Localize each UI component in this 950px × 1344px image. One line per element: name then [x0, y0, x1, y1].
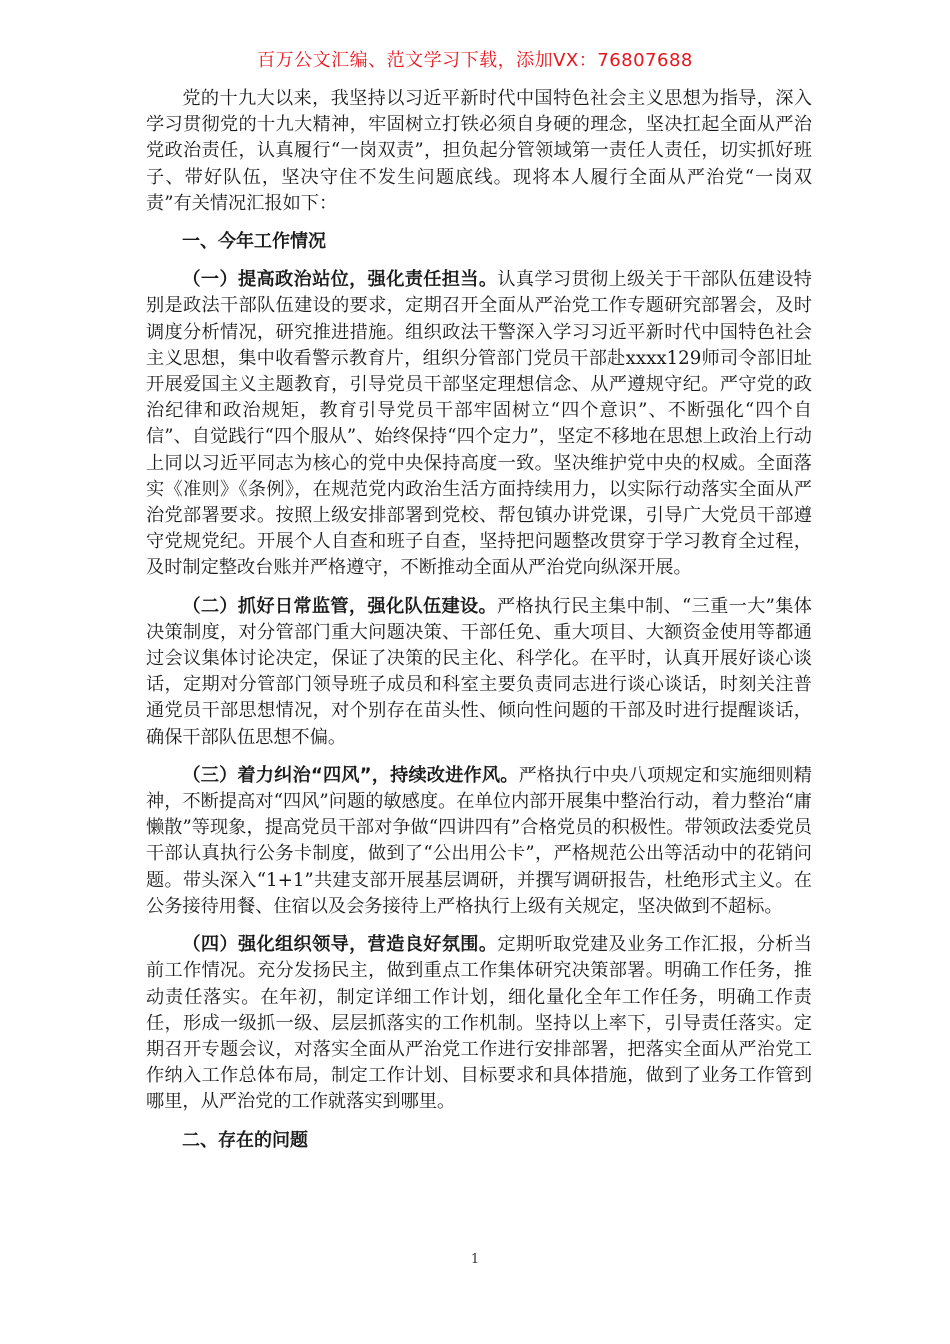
item-paragraph-3: [146, 763, 812, 920]
item-lead-3: （三）着力纠治“四风”，持续改进作风。: [182, 764, 519, 786]
document-body: [146, 86, 812, 1154]
item-paragraph-4: [146, 932, 812, 1115]
item-text-2: 严格执行民主集中制、“三重一大”集体决策制度，对分管部门重大问题决策、干部任免、重大项目、大额资金使用等都通过会议集体讨论决定，保证了决策的民主化、科学化。在平时，认真开展好谈心谈话，定期对分管部门领导班子成员和科室主要负责同志进行谈心谈话，时刻关注普通党员干部思想情况，对个别存在苗头性、倾向性问题的干部及时进行提醒谈话，确保干部队伍思想不偏。: [146, 595, 812, 748]
item-text-4: 定期听取党建及业务工作汇报，分析当前工作情况。充分发扬民主，做到重点工作集体研究决策部署。明确工作任务，推动责任落实。在年初，制定详细工作计划，细化量化全年工作任务，明确工作责任，形成一级抓一级、层层抓落实的工作机制。坚持以上率下，引导责任落实。定期召开专题会议，对落实全面从严治党工作进行安排部署，把落实全面从严治党工作纳入工作总体布局，制定工作计划、目标要求和具体措施，做到了业务工作管到哪里，从严治党的工作就落实到哪里。: [146, 934, 812, 1113]
intro-paragraph: 党的十九大以来，我坚持以习近平新时代中国特色社会主义思想为指导，深入学习贯彻党的十九大精神，牢固树立打铁必须自身硬的理念，坚决扛起全面从严治党政治责任，认真履行“一岗双责”，担负起分管领域第一责任人责任，切实抓好班子、带好队伍，坚决守住不发生问题底线。现将本人履行全面从严治党“一岗双责”有关情况汇报如下：: [146, 88, 812, 214]
item-paragraph-1: [146, 267, 812, 581]
section-heading-2: 二、存在的问题: [182, 1129, 308, 1151]
item-text-1: 认真学习贯彻上级关于干部队伍建设特别是政法干部队伍建设的要求，定期召开全面从严治党工作专题研究部署会，及时调度分析情况，研究推进措施。组织政法干警深入学习习近平新时代中国特色社会主义思想，集中收看警示教育片，组织分管部门党员干部赴xxxx129师司令部旧址开展爱国主义主题教育，引导党员干部坚定理想信念、从严遵规守纪。严守党的政治纪律和政治规矩，教育引导党员干部牢固树立“四个意识”、不断强化“四个自信”、自觉践行“四个服从”、始终保持“四个定力”，坚定不移地在思想上政治上行动上同以习近平同志为核心的党中央保持高度一致。坚决维护党中央的权威。全面落实《准则》《条例》，在规范党内政治生活方面持续用力，以实际行动落实全面从严治党部署要求。按照上级安排部署到党校、帮包镇办讲党课，引导广大党员干部遵守党规党纪。开展个人自查和班子自查，坚持把问题整改贯穿于学习教育全过程，及时制定整改台账并严格遵守，不断推动全面从严治党向纵深开展。: [146, 269, 812, 579]
item-lead-2: （二）抓好日常监管，强化队伍建设。: [182, 595, 497, 617]
watermark-header: 百万公文汇编、范文学习下载，添加VX：76807688: [257, 50, 693, 71]
item-text-3: 严格执行中央八项规定和实施细则精神，不断提高对“四风”问题的敏感度。在单位内部开展集中整治行动，着力整治“庸懒散”等现象，提高党员干部对争做“四讲四有”合格党员的积极性。带领政法委党员干部认真执行公务卡制度，做到了“公出用公卡”，严格规范公出等活动中的花销问题。带头深入“1+1”共建支部开展基层调研，并撰写调研报告，杜绝形式主义。在公务接待用餐、住宿以及会务接待上严格执行上级有关规定，坚决做到不超标。: [146, 764, 812, 917]
section-heading-1: 一、今年工作情况: [182, 231, 326, 253]
page-number: 1: [470, 1252, 480, 1267]
item-paragraph-2: [146, 594, 812, 751]
item-lead-4: （四）强化组织领导，营造良好氛围。: [182, 934, 498, 956]
item-lead-1: （一）提高政治站位，强化责任担当。: [182, 269, 498, 291]
